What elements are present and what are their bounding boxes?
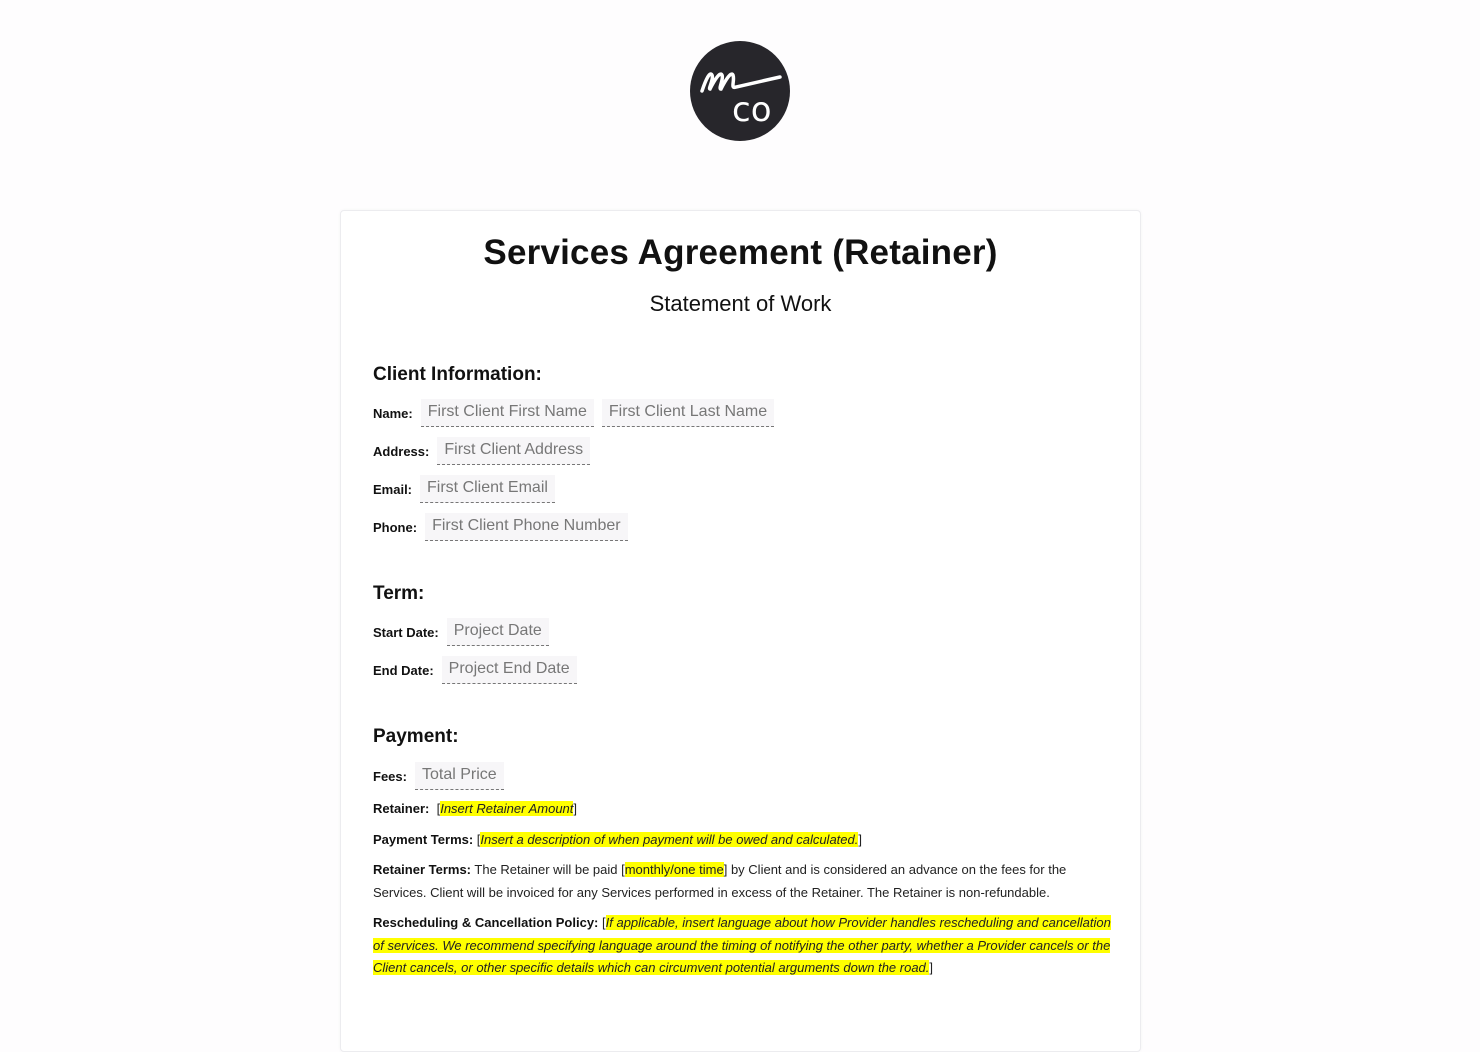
policy-placeholder: If applicable, insert language about how Provider handles rescheduling and cancellation of services. We recommend specifying language around the timing of notifying the other party, whether a Provider cancels or the Client cancels, or other specific details which can circumvent potential arguments down the road. (373, 915, 1111, 975)
company-logo (690, 41, 790, 141)
name-label: Name: (373, 405, 413, 421)
document-title: Services Agreement (Retainer) (483, 233, 998, 272)
payment-frequency-option: monthly/one time (624, 862, 724, 877)
start-date-row (373, 618, 557, 646)
retainer-terms-text: The Retainer will be paid (474, 862, 618, 877)
phone-label: Phone: (373, 519, 418, 535)
phone-field[interactable]: First Client Phone Number (425, 513, 628, 541)
end-date-row (373, 656, 585, 684)
payment-terms-label: Payment Terms: (373, 832, 474, 847)
email-field[interactable]: First Client Email (420, 475, 555, 503)
svg-text:co: co (732, 90, 772, 130)
cancellation-policy-paragraph: Rescheduling & Cancellation Policy: [If applicable, insert language about how Provider handles rescheduling and cancellation of services. We recommend specifying language around the timing of notifying the other party, whether a Provider cancels or the Client cancels, or other specific details which can circumvent potential arguments down the road.] (373, 915, 1111, 975)
retainer-terms-paragraph: Retainer Terms: The Retainer will be paid [monthly/one time] by Client and is considered an advance on the fees for the Services. Client will be invoiced for any Services performed in excess of the Retainer. The Retainer is non-refundable. (373, 862, 1067, 900)
payment-terms-placeholder: Insert a description of when payment will be owed and calculated. (480, 832, 859, 847)
payment-terms-line: Payment Terms: [Insert a description of when payment will be owed and calculated.] (373, 832, 862, 847)
name-row (373, 399, 782, 427)
address-field[interactable]: First Client Address (437, 437, 590, 465)
first-name-field[interactable]: First Client First Name (421, 399, 594, 427)
document-card (340, 210, 1141, 1052)
term-heading: Term: (373, 583, 425, 604)
address-row (373, 437, 598, 465)
address-label: Address: (373, 443, 430, 459)
retainer-terms-text-rest: by Client and is considered an advance on the fees for the Services. Client will be invoiced for any Services performed in excess of the Retainer. The Retainer is non-refundable. (373, 862, 1067, 900)
fees-row (373, 762, 512, 790)
client-heading: Client Information: (373, 364, 542, 385)
last-name-field[interactable]: First Client Last Name (602, 399, 774, 427)
fees-field[interactable]: Total Price (415, 762, 504, 790)
retainer-label: Retainer: (373, 801, 430, 816)
document-subtitle: Statement of Work (649, 291, 832, 316)
start-date-field[interactable]: Project Date (447, 618, 549, 646)
email-label: Email: (373, 481, 413, 497)
retainer-terms-label: Retainer Terms: (373, 862, 472, 877)
end-date-label: End Date: (373, 662, 434, 678)
payment-heading: Payment: (373, 726, 459, 747)
policy-label: Rescheduling & Cancellation Policy: (373, 915, 599, 930)
email-row (373, 475, 563, 503)
retainer-line: Retainer: [Insert Retainer Amount] (373, 801, 578, 816)
phone-row (373, 513, 636, 541)
start-date-label: Start Date: (373, 624, 439, 640)
retainer-placeholder: Insert Retainer Amount (440, 801, 574, 816)
fees-label: Fees: (373, 768, 407, 784)
end-date-field[interactable]: Project End Date (442, 656, 577, 684)
